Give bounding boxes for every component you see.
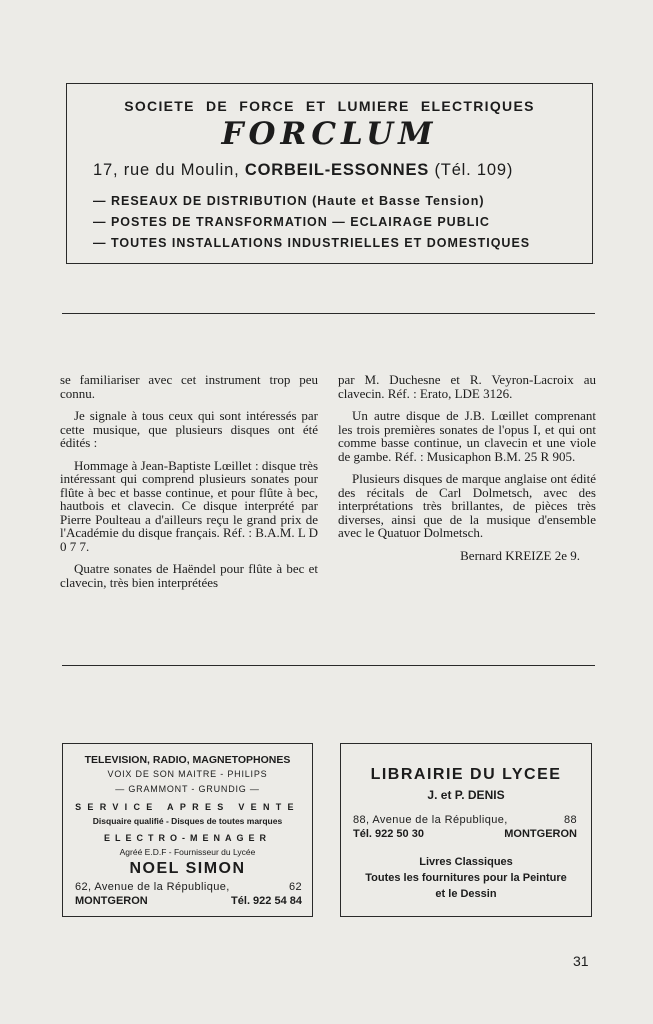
article-paragraph: par M. Duchesne et R. Veyron-Lacroix au clavecin. Réf. : Erato, LDE 3126. [338,372,596,401]
forclum-service-line: — RESEAUX DE DISTRIBUTION (Haute et Basse Tension) [93,194,485,208]
article-paragraph: Je signale à tous ceux qui sont intéressés par cette musique, que plusieurs disques ont été édités : [60,408,318,450]
forclum-telephone: (Tél. 109) [434,161,514,179]
librairie-address [353,814,577,826]
simon-street-number: 62 [288,881,302,893]
librairie-offer: Toutes les fournitures pour la Peinture [365,872,567,884]
bottom-divider [62,665,595,666]
article-paragraph: Quatre sonates de Haëndel pour flûte à bec et clavecin, très bien interprétées [60,561,318,590]
article-paragraph: Plusieurs disques de marque anglaise ont édité des récitals de Carl Dolmetsch, avec des interprétations très brillantes, de pièces très diverses, ainsi que de la musique d'ensemble avec le Quatuor Dolmetsch. [338,471,596,540]
article-author: Bernard KREIZE 2e 9. [460,547,580,563]
article-paragraph: Un autre disque de J.B. Lœillet comprenant les trois premières sonates de l'opus I, et qui ont comme basse continue, un clavecin et une viole de gambe. Réf. : Musicaphon B.M. 25 R 905. [338,408,596,464]
forclum-service-line: — TOUTES INSTALLATIONS INDUSTRIELLES ET DOMESTIQUES [93,236,531,250]
librairie-advertisement [340,743,592,917]
forclum-city: CORBEIL-ESSONNES [244,161,430,179]
top-divider [62,313,595,314]
simon-service: SERVICE APRES VENTE [75,802,300,812]
librairie-telephone: Tél. 922 50 30 [353,828,424,840]
simon-title: TELEVISION, RADIO, MAGNETOPHONES [84,754,291,766]
noel-simon-advertisement [62,743,313,917]
article-paragraph: se familiariser avec cet instrument trop peu connu. [60,372,318,401]
page-number: 31 [573,953,589,969]
simon-electro: ELECTRO-MENAGER [104,833,271,843]
simon-agree: Agréé E.D.F - Fournisseur du Lycée [119,847,256,857]
librairie-street: 88, Avenue de la République, [353,814,508,826]
simon-street: 62, Avenue de la République, [75,881,230,893]
article-right-column [338,373,596,571]
librairie-street-number: 88 [563,814,577,826]
librairie-contact-row [353,828,577,840]
forclum-advertisement [66,83,593,264]
librairie-title: LIBRAIRIE DU LYCEE [370,766,562,783]
forclum-service-line: — POSTES DE TRANSFORMATION — ECLAIRAGE PUBLIC [93,215,490,229]
simon-city-row [75,895,302,907]
simon-brands: — GRAMMONT - GRUNDIG — [115,784,260,794]
forclum-address [93,161,513,180]
librairie-offer: et le Dessin [435,888,497,900]
simon-name: NOEL SIMON [129,860,246,877]
forclum-street: 17, rue du Moulin, [93,161,240,179]
forclum-company-name: SOCIETE DE FORCE ET LUMIERE ELECTRIQUES [124,98,535,114]
article-left-column [60,373,318,598]
simon-address [75,881,302,893]
simon-city: MONTGERON [75,895,148,907]
librairie-city: MONTGERON [504,828,577,840]
simon-quality: Disquaire qualifié - Disques de toutes marques [92,816,283,826]
librairie-offer: Livres Classiques [419,856,513,868]
forclum-logo-text: FORCLUM [221,116,438,152]
simon-telephone: Tél. 922 54 84 [231,895,302,907]
librairie-owners: J. et P. DENIS [427,788,505,802]
article-paragraph: Hommage à Jean-Baptiste Lœillet : disque très intéressant qui comprend plusieurs sonates pour flûte à bec et basse continue, et pour flûte à bec, hautbois et clavecin. Ce disque interprété par Pierre Poulteau a d'ailleurs reçu le grand prix de l'Académie du disque français. Réf. : B.A.M. L D 0 7 7. [60,457,318,554]
simon-brands: VOIX DE SON MAITRE - PHILIPS [107,769,268,779]
